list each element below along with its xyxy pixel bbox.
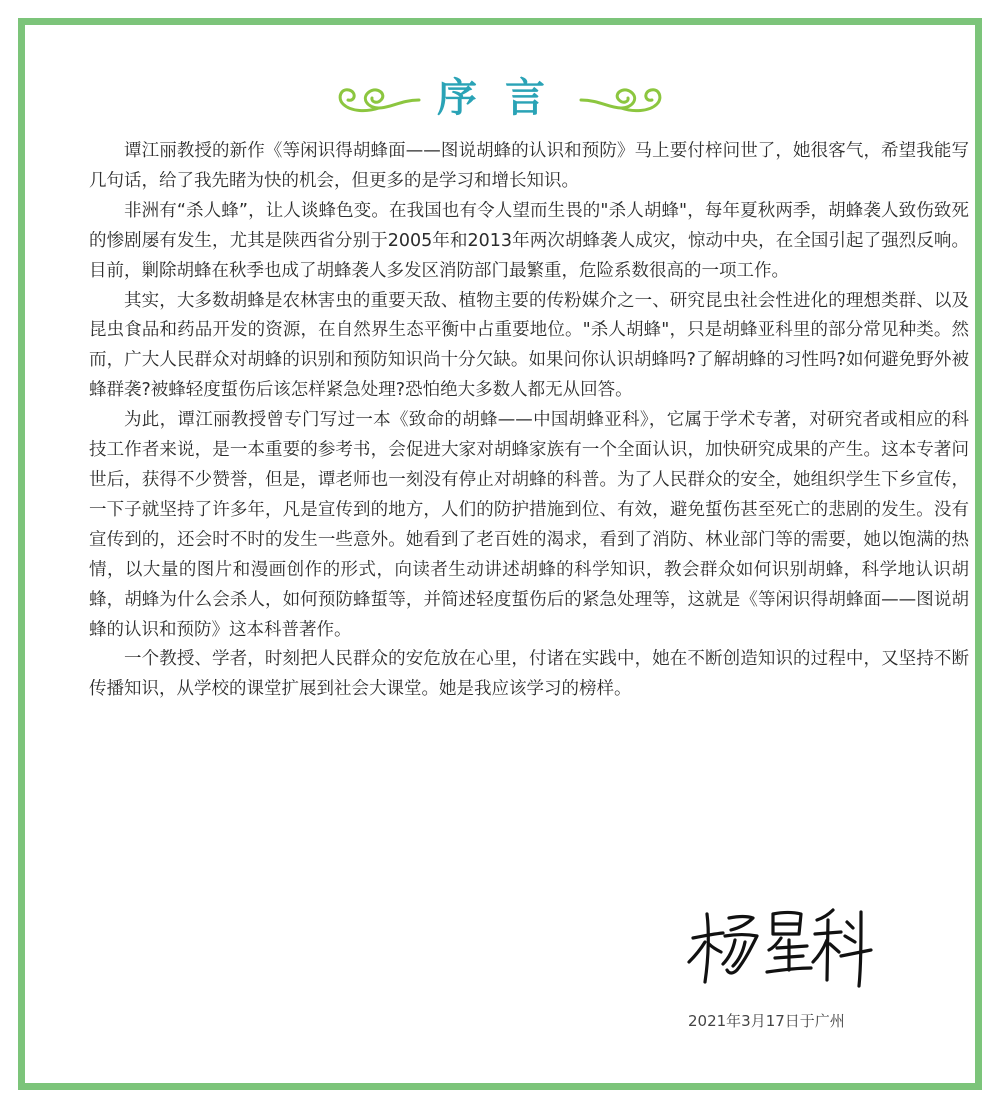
- page-title: 序言: [437, 75, 573, 121]
- preface-body: [89, 137, 969, 705]
- handwritten-signature: [685, 900, 875, 990]
- paragraph-5: 一个教授、学者，时刻把人民群众的安危放在心里，付诸在实践中，她在不断创造知识的过程中，又坚持不断传播知识，从学校的课堂扩展到社会大课堂。她是我应该学习的榜样。: [89, 649, 969, 700]
- paragraph-2: 非洲有“杀人蜂”，让人谈蜂色变。在我国也有令人望而生畏的"杀人胡蜂"，每年夏秋两季，胡蜂袭人致伤致死的惨剧屡有发生，尤其是陕西省分别于2005年和2013年两次胡蜂袭人成灾，惊动中央，在全国引起了强烈反响。目前，剿除胡蜂在秋季也成了胡蜂袭人多发区消防部门最繁重，危险系数很高的一项工作。: [89, 200, 969, 281]
- paragraph-3: 其实，大多数胡蜂是农林害虫的重要天敌、植物主要的传粉媒介之一、研究昆虫社会性进化的理想类群、以及昆虫食品和药品开发的资源，在自然界生态平衡中占重要地位。"杀人胡蜂"，只是胡蜂亚科里的部分常见种类。然而，广大人民群众对胡蜂的识别和预防知识尚十分欠缺。如果问你认识胡蜂吗?了解胡蜂的习性吗?如何避免野外被蜂群袭?被蜂轻度蜇伤后该怎样紧急处理?恐怕绝大多数人都无从回答。: [89, 290, 969, 401]
- title-row: [25, 65, 975, 131]
- page-frame: [18, 18, 982, 1090]
- paragraph-1: 谭江丽教授的新作《等闲识得胡蜂面——图说胡蜂的认识和预防》马上要付梓问世了，她很客气，希望我能写几句话，给了我先睹为快的机会，但更多的是学习和增长知识。: [89, 141, 969, 191]
- left-swirl-ornament-icon: [331, 78, 421, 118]
- signature-date: 2021年3月17日于广州: [688, 1012, 845, 1030]
- right-swirl-ornament-icon: [579, 78, 669, 118]
- paragraph-4: 为此，谭江丽教授曾专门写过一本《致命的胡蜂——中国胡蜂亚科》，它属于学术专著，对研究者或相应的科技工作者来说，是一本重要的参考书，会促进大家对胡蜂家族有一个全面认识，加快研究成果的产生。这本专著问世后，获得不少赞誉，但是，谭老师也一刻没有停止对胡蜂的科普。为了人民群众的安全，她组织学生下乡宣传，一下子就坚持了许多年，凡是宣传到的地方，人们的防护措施到位、有效，避免蜇伤甚至死亡的悲剧的发生。没有宣传到的，还会时不时的发生一些意外。她看到了老百姓的渴求，看到了消防、林业部门等的需要，她以饱满的热情，以大量的图片和漫画创作的形式，向读者生动讲述胡蜂的科学知识，教会群众如何识别胡蜂，科学地认识胡蜂，胡蜂为什么会杀人，如何预防蜂蜇等，并简述轻度蜇伤后的紧急处理等，这就是《等闲识得胡蜂面——图说胡蜂的认识和预防》这本科普著作。: [89, 410, 969, 640]
